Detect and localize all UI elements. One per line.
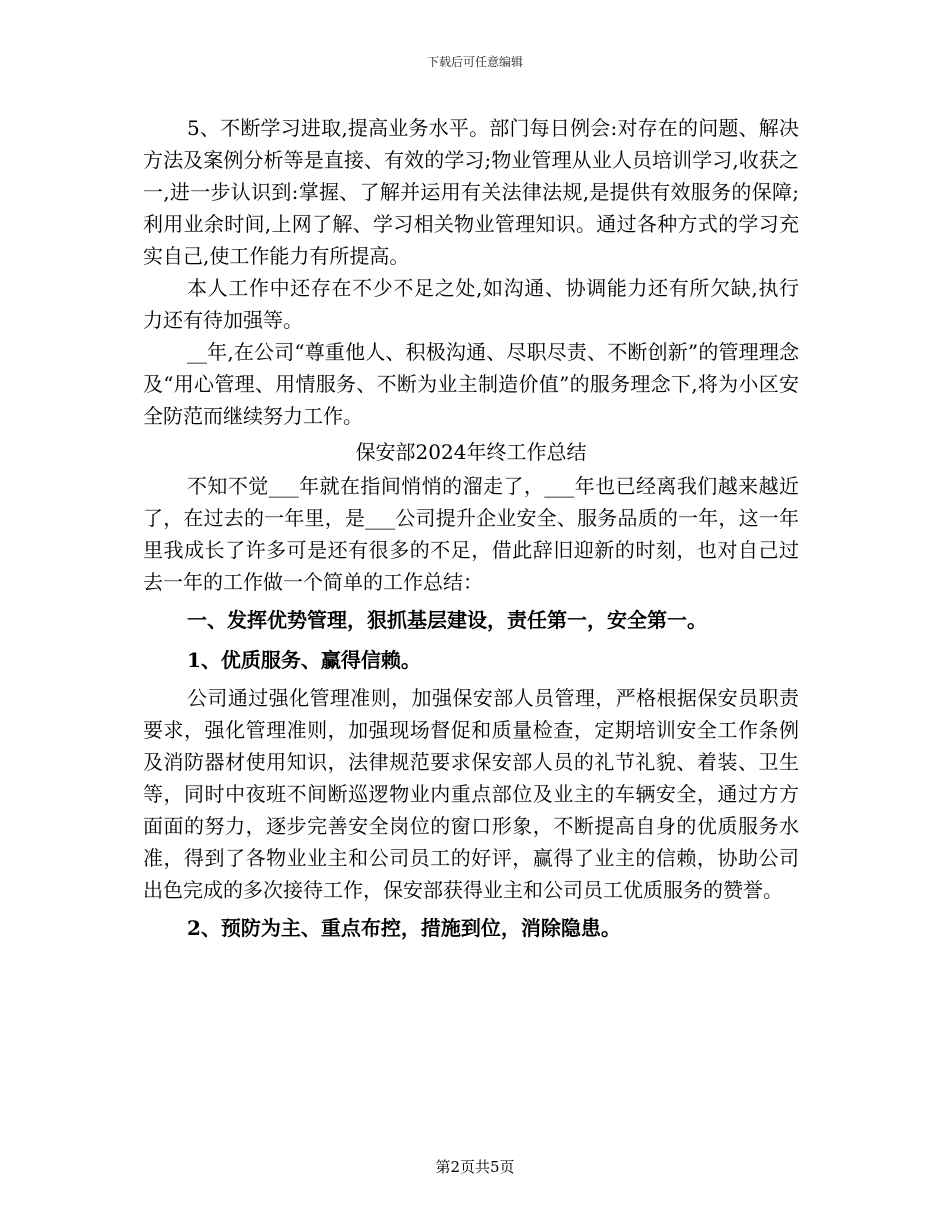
subsection-heading-2: 2、预防为主、重点布控，措施到位，消除隐患。 (187, 916, 621, 940)
paragraph-shortcomings: 本人工作中还存在不少不足之处,如沟通、协调能力还有所欠缺,执行力还有待加强等。 (143, 276, 799, 332)
paragraph-service: 公司通过强化管理准则，加强保安部人员管理，严格根据保安员职责要求，强化管理准则，加强现场督促和质量检查，定期培训安全工作条例及消防器材使用知识，法律规范要求保安部人员的礼节礼貌、着装、卫生等，同时中夜班不间断巡逻物业内重点部位及业主的车辆安全，通过方方面面的努力，逐步完善安全岗位的窗口形象，不断提高自身的优质服务水准，得到了各物业业主和公司员工的好评，赢得了业主的信赖，协助公司出色完成的多次接待工作，保安部获得业主和公司员工优质服务的赞誉。 (143, 686, 799, 902)
document-body (143, 112, 799, 946)
subsection-heading-1: 1、优质服务、赢得信赖。 (187, 648, 421, 672)
page-header: 下载后可任意编辑 (426, 55, 523, 69)
paragraph-study: 5、不断学习进取,提高业务水平。部门每日例会:对存在的问题、解决方法及案例分析等是直接、有效的学习;物业管理从业人员培训学习,收获之一,进一步认识到:掌握、了解并运用有关法律法规,是提供有效服务的保障;利用业余时间,上网了解、学习相关物业管理知识。通过各种方式的学习充实自己,使工作能力有所提高。 (143, 116, 799, 268)
paragraph-intro: 不知不觉___年就在指间悄悄的溜走了，___年也已经离我们越来越近了，在过去的一年里，是___公司提升企业安全、服务品质的一年，这一年里我成长了许多可是还有很多的不足，借此辞旧迎新的时刻，也对自己过去一年的工作做一个简单的工作总结： (143, 474, 799, 594)
paragraph-outlook: __年,在公司“尊重他人、积极沟通、尽职尽责、不断创新”的管理理念及“用心管理、用情服务、不断为业主制造价值”的服务理念下,将为小区安全防范而继续努力工作。 (143, 340, 799, 428)
page-footer: 第2页共5页 (435, 1158, 515, 1176)
section-heading-1: 一、发挥优势管理，狠抓基层建设，责任第一，安全第一。 (187, 608, 707, 632)
document-title: 保安部2024年终工作总结 (355, 440, 587, 464)
